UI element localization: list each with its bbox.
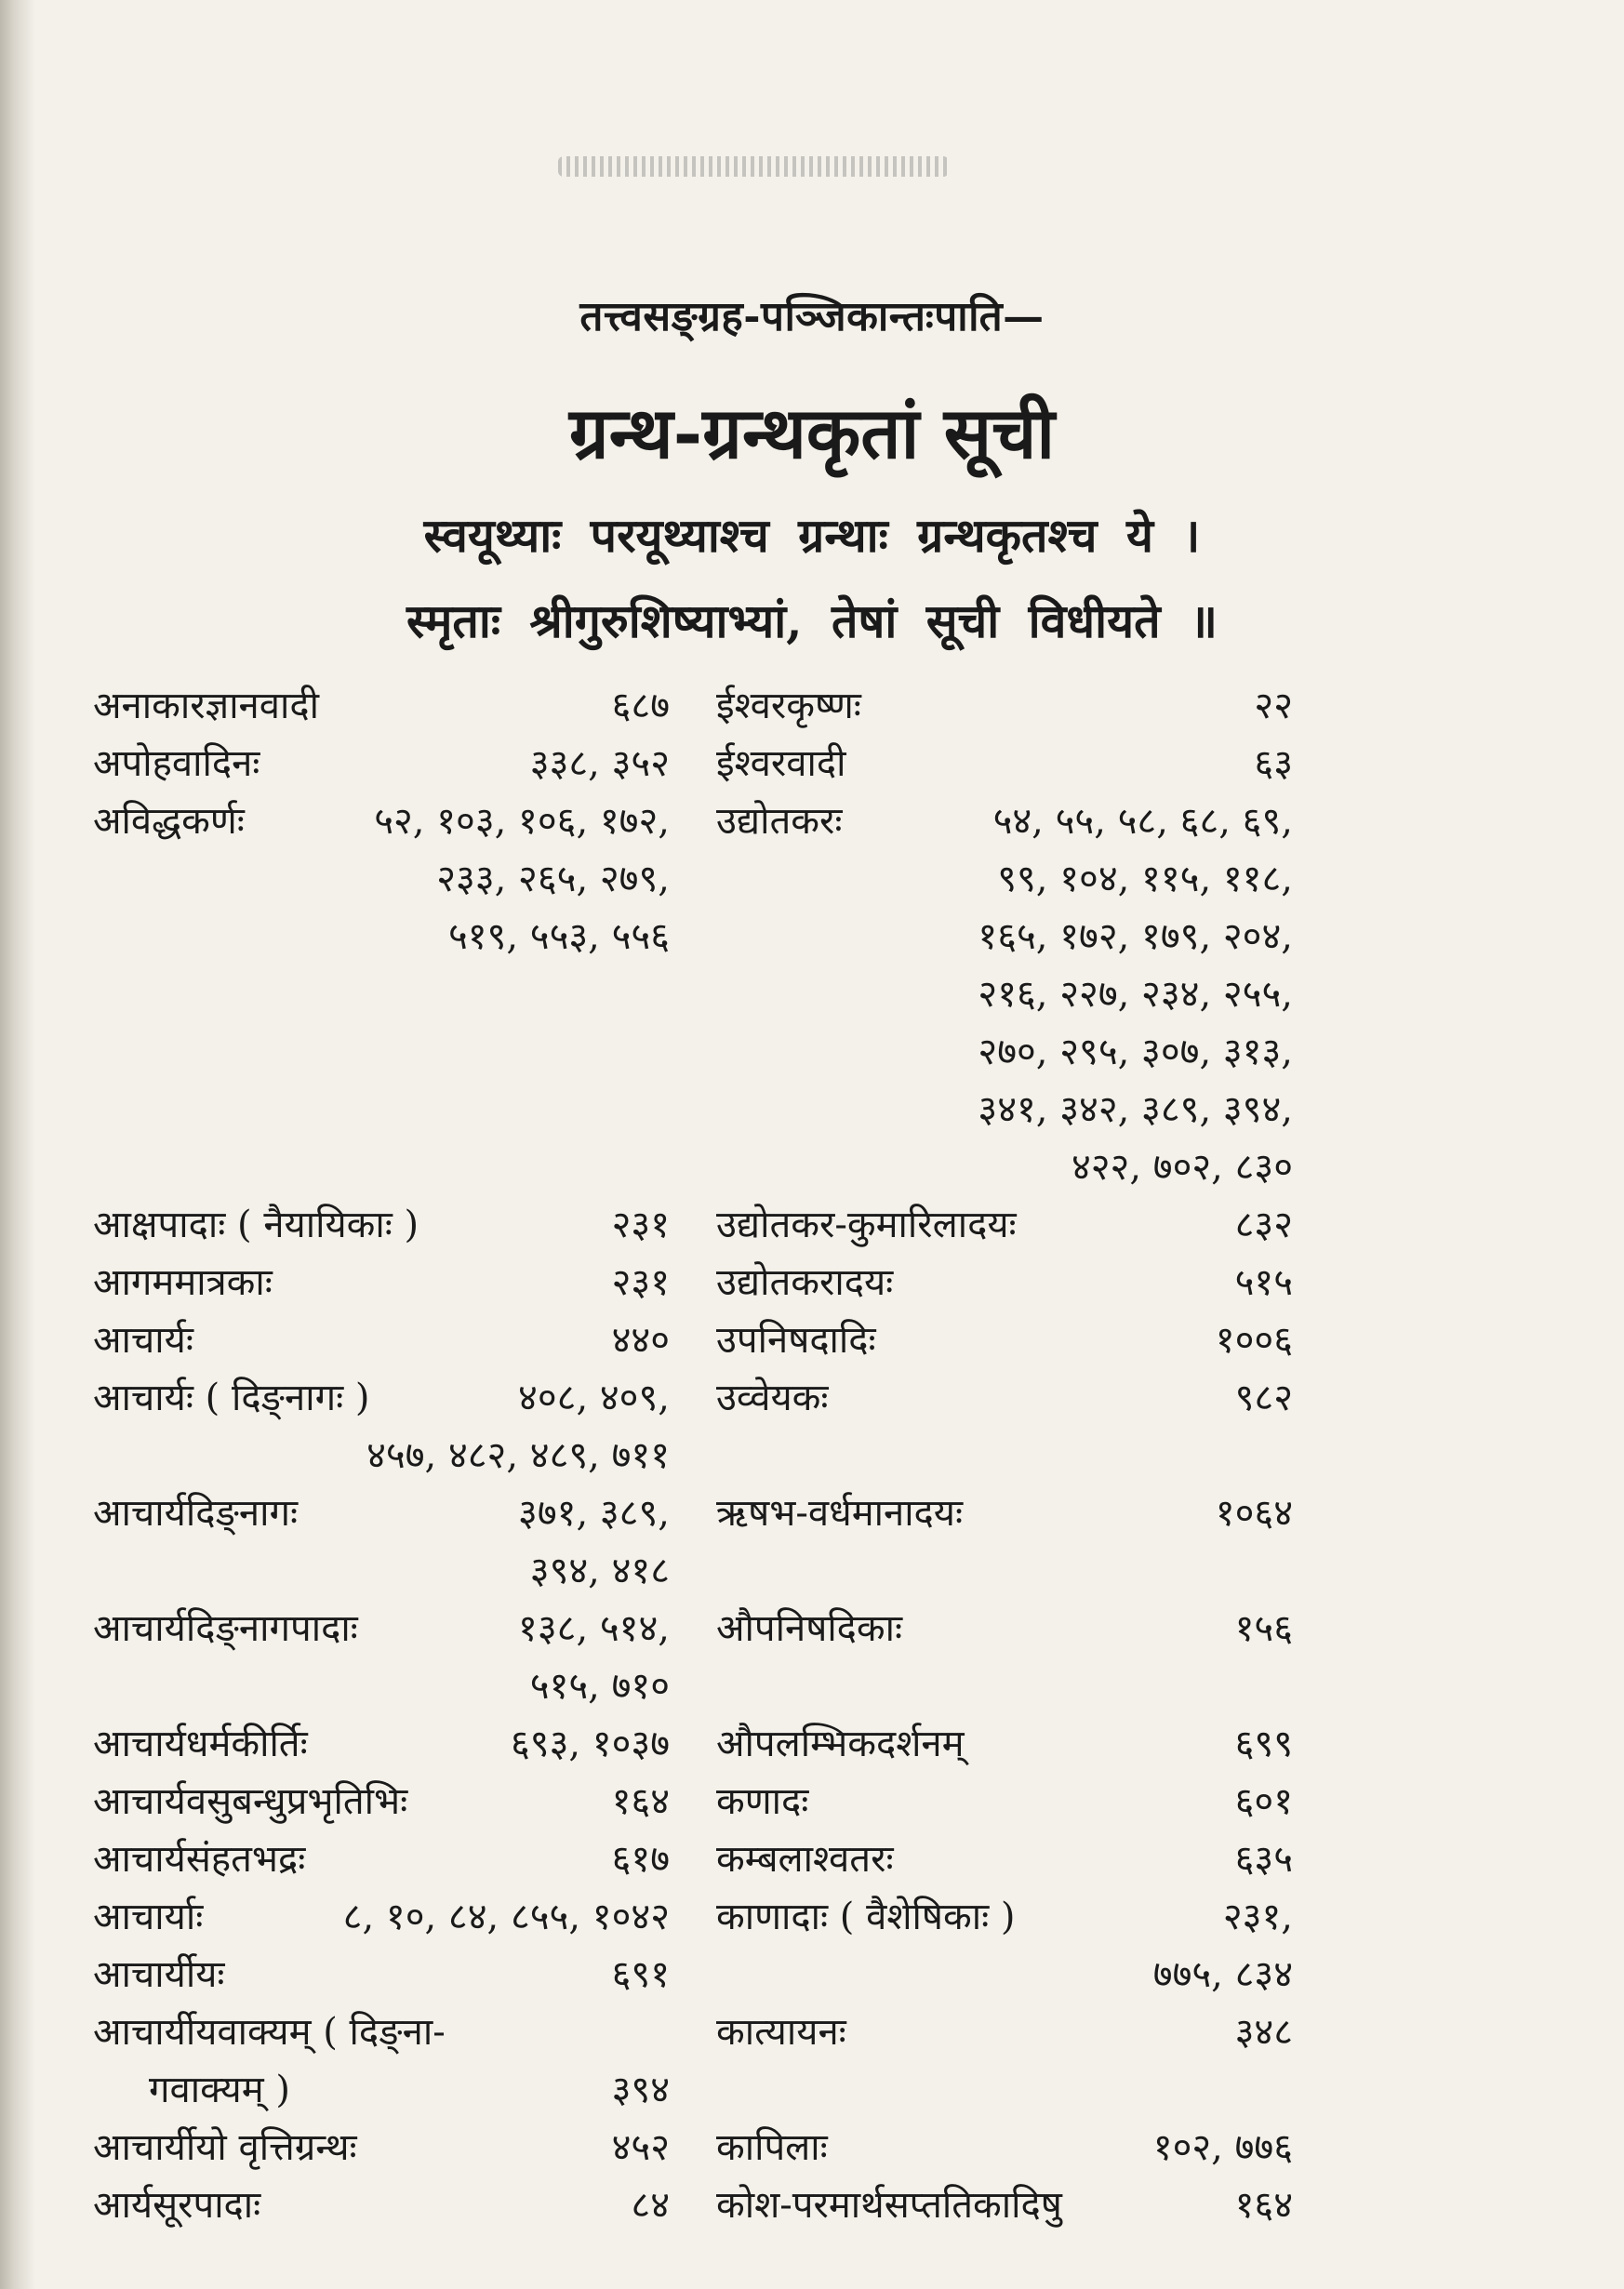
entry-pages-continued: २१६, २२७, २३४, २५५, — [978, 973, 1293, 1016]
index-entry — [716, 2003, 1293, 2061]
index-entry — [93, 1600, 670, 1715]
entry-name: आचार्यीयो वृत्तिग्रन्थः — [93, 2126, 357, 2169]
page-binding-edge — [0, 0, 35, 2289]
entry-name-continued: गवाक्यम् ) — [149, 2069, 290, 2111]
column-gap — [716, 1657, 1293, 1715]
index-entry — [93, 1830, 670, 1888]
index-entry — [93, 1484, 670, 1600]
entry-name: कणादः — [716, 1780, 809, 1823]
index-entry — [716, 1600, 1293, 1657]
entry-name: आर्यसूरपादाः — [93, 2184, 261, 2227]
entry-pages: ६९९ — [1234, 1723, 1293, 1765]
index-entry — [716, 1196, 1293, 1254]
entry-pages: १०२, ७७६ — [1152, 2126, 1293, 2169]
entry-name: औपलम्भिकदर्शनम् — [716, 1723, 965, 1765]
entry-name: आक्षपादाः ( नैयायिकाः ) — [93, 1204, 419, 1246]
entry-pages: ९८२ — [1234, 1377, 1293, 1419]
index-entry — [93, 1311, 670, 1369]
entry-pages-continued: ५१५, ७१० — [529, 1665, 670, 1708]
entry-pages: ३९४ — [611, 2069, 670, 2111]
column-gap — [716, 1542, 1293, 1600]
entry-pages: १००६ — [1215, 1319, 1293, 1362]
index-entry — [93, 1254, 670, 1311]
index-entry — [716, 2176, 1293, 2234]
entry-name: आचार्यः — [93, 1319, 193, 1362]
entry-pages-continued: ३४१, ३४२, ३८९, ३९४, — [978, 1088, 1293, 1131]
entry-name: कम्बलाश्वतरः — [716, 1838, 894, 1881]
index-entry — [93, 2003, 670, 2119]
column-gap — [716, 2061, 1293, 2119]
entry-name: ईश्वरवादी — [716, 742, 846, 785]
entry-pages: १५६ — [1234, 1607, 1293, 1650]
entry-pages: ८४ — [631, 2184, 670, 2227]
index-entry — [716, 792, 1293, 1196]
entry-name: आचार्यः ( दिङ्नागः ) — [93, 1377, 370, 1419]
entry-pages-continued: ९९, १०४, ११५, ११८, — [997, 858, 1293, 900]
entry-name: आचार्यीयवाक्यम् ( दिङ्ना- — [93, 2011, 446, 2054]
index-entry — [93, 1715, 670, 1773]
entry-name: आचार्याः — [93, 1896, 204, 1938]
entry-pages: ५२, १०३, १०६, १७२, — [374, 800, 670, 843]
entry-name: उव्वेयकः — [716, 1377, 829, 1419]
entry-pages-continued: २७०, २९५, ३०७, ३१३, — [978, 1031, 1293, 1073]
index-entry — [716, 1888, 1293, 2003]
entry-pages: ४०८, ४०९, — [518, 1377, 670, 1419]
entry-name: आचार्यसंहतभद्रः — [93, 1838, 306, 1881]
entry-name: आचार्यदिङ्नागः — [93, 1492, 299, 1535]
entry-pages: ३३८, ३५२ — [529, 742, 670, 785]
entry-name: उद्योतकरः — [716, 800, 843, 843]
index-entry — [93, 735, 670, 792]
column-gap — [716, 1427, 1293, 1484]
index-entry — [716, 735, 1293, 792]
index-entry — [93, 1773, 670, 1830]
entry-name: उद्योतकर-कुमारिलादयः — [716, 1204, 1017, 1246]
index-column-right — [716, 677, 1293, 2234]
index-entry — [93, 2119, 670, 2176]
entry-pages-continued: ४२२, ७०२, ८३० — [1071, 1146, 1293, 1189]
entry-name: अनाकारज्ञानवादी — [93, 685, 319, 727]
entry-name: ऋषभ-वर्धमानादयः — [716, 1492, 964, 1535]
index-entry — [716, 1311, 1293, 1369]
index-entry — [716, 1484, 1293, 1542]
index-entry — [93, 1946, 670, 2003]
entry-name: ईश्वरकृष्णः — [716, 685, 861, 727]
entry-pages: ५१५ — [1234, 1261, 1293, 1304]
entry-pages: २३१ — [611, 1261, 670, 1304]
entry-pages: २२ — [1254, 685, 1293, 727]
entry-name: कात्यायनः — [716, 2011, 846, 2054]
index-entry — [93, 1196, 670, 1254]
index-entry — [93, 677, 670, 735]
index-entry — [716, 1254, 1293, 1311]
entry-pages: ४५२ — [611, 2126, 670, 2169]
index-entry — [716, 677, 1293, 735]
entry-pages: ६३ — [1254, 742, 1293, 785]
index-entry — [716, 2119, 1293, 2176]
index-entry — [716, 1715, 1293, 1773]
index-entry — [93, 1369, 670, 1484]
entry-pages: ४४० — [611, 1319, 670, 1362]
index-entry — [93, 1888, 670, 1946]
verse-line-1: स्वयूथ्याः परयूथ्याश्च ग्रन्थाः ग्रन्थकृतश्च ये । — [423, 508, 1201, 563]
entry-name: आचार्यीयः — [93, 1953, 225, 1996]
entry-name: औपनिषदिकाः — [716, 1607, 903, 1650]
entry-pages: १३८, ५१४, — [518, 1607, 670, 1650]
entry-pages: ५४, ५५, ५८, ६८, ६९, — [992, 800, 1293, 843]
entry-name: अविद्धकर्णः — [93, 800, 245, 843]
page-title: ग्रन्थ-ग्रन्थकृतां सूची — [568, 392, 1056, 474]
column-gap — [93, 965, 670, 1196]
index-entry — [716, 1369, 1293, 1427]
entry-name: आचार्यधर्मकीर्तिः — [93, 1723, 308, 1765]
page-subtitle: तत्त्वसङ्ग्रह-पञ्जिकान्तःपाति— — [579, 293, 1045, 340]
index-entry — [716, 1773, 1293, 1830]
entry-pages-continued: ५१९, ५५३, ५५६ — [447, 915, 670, 958]
running-header-smudge — [558, 156, 949, 177]
entry-pages: ३४८ — [1234, 2011, 1293, 2054]
index-entry — [716, 1830, 1293, 1888]
index-entry — [93, 2176, 670, 2234]
entry-name: आगममात्रकाः — [93, 1261, 273, 1304]
entry-pages: १६४ — [611, 1780, 670, 1823]
entry-pages-continued: ७७५, ८३४ — [1152, 1953, 1293, 1996]
verse-line-2: स्मृताः श्रीगुरुशिष्याभ्यां, तेषां सूची विधीयते ॥ — [406, 593, 1218, 648]
entry-name: आचार्यवसुबन्धुप्रभृतिभिः — [93, 1780, 408, 1823]
entry-pages: २३१ — [611, 1204, 670, 1246]
entry-pages: ८, १०, ८४, ८५५, १०४२ — [342, 1896, 670, 1938]
entry-pages-continued: १६५, १७२, १७९, २०४, — [978, 915, 1293, 958]
entry-pages: ६३५ — [1234, 1838, 1293, 1881]
entry-name: काणादाः ( वैशेषिकाः ) — [716, 1896, 1016, 1938]
entry-pages-continued: ४५७, ४८२, ४८९, ७११ — [366, 1434, 670, 1477]
entry-pages-continued: ३९४, ४१८ — [529, 1550, 670, 1592]
entry-pages: ६१७ — [611, 1838, 670, 1881]
index-column-left — [93, 677, 670, 2234]
entry-pages: १०६४ — [1215, 1492, 1293, 1535]
entry-name: उपनिषदादिः — [716, 1319, 876, 1362]
entry-pages: ६८७ — [611, 685, 670, 727]
entry-pages: ६९१ — [611, 1953, 670, 1996]
entry-name: उद्योतकरादयः — [716, 1261, 894, 1304]
entry-pages: ६९३, १०३७ — [510, 1723, 670, 1765]
entry-name: कोश-परमार्थसप्ततिकादिषु — [716, 2184, 1062, 2227]
entry-pages: ३७१, ३८९, — [518, 1492, 670, 1535]
entry-pages: २३१, — [1222, 1896, 1293, 1938]
entry-pages: ६०१ — [1234, 1780, 1293, 1823]
entry-name: कापिलाः — [716, 2126, 828, 2169]
entry-name: आचार्यदिङ्नागपादाः — [93, 1607, 358, 1650]
entry-pages-continued: २३३, २६५, २७९, — [436, 858, 670, 900]
entry-name: अपोहवादिनः — [93, 742, 260, 785]
entry-pages: ८३२ — [1234, 1204, 1293, 1246]
index-entry — [93, 792, 670, 965]
entry-pages: १६४ — [1234, 2184, 1293, 2227]
